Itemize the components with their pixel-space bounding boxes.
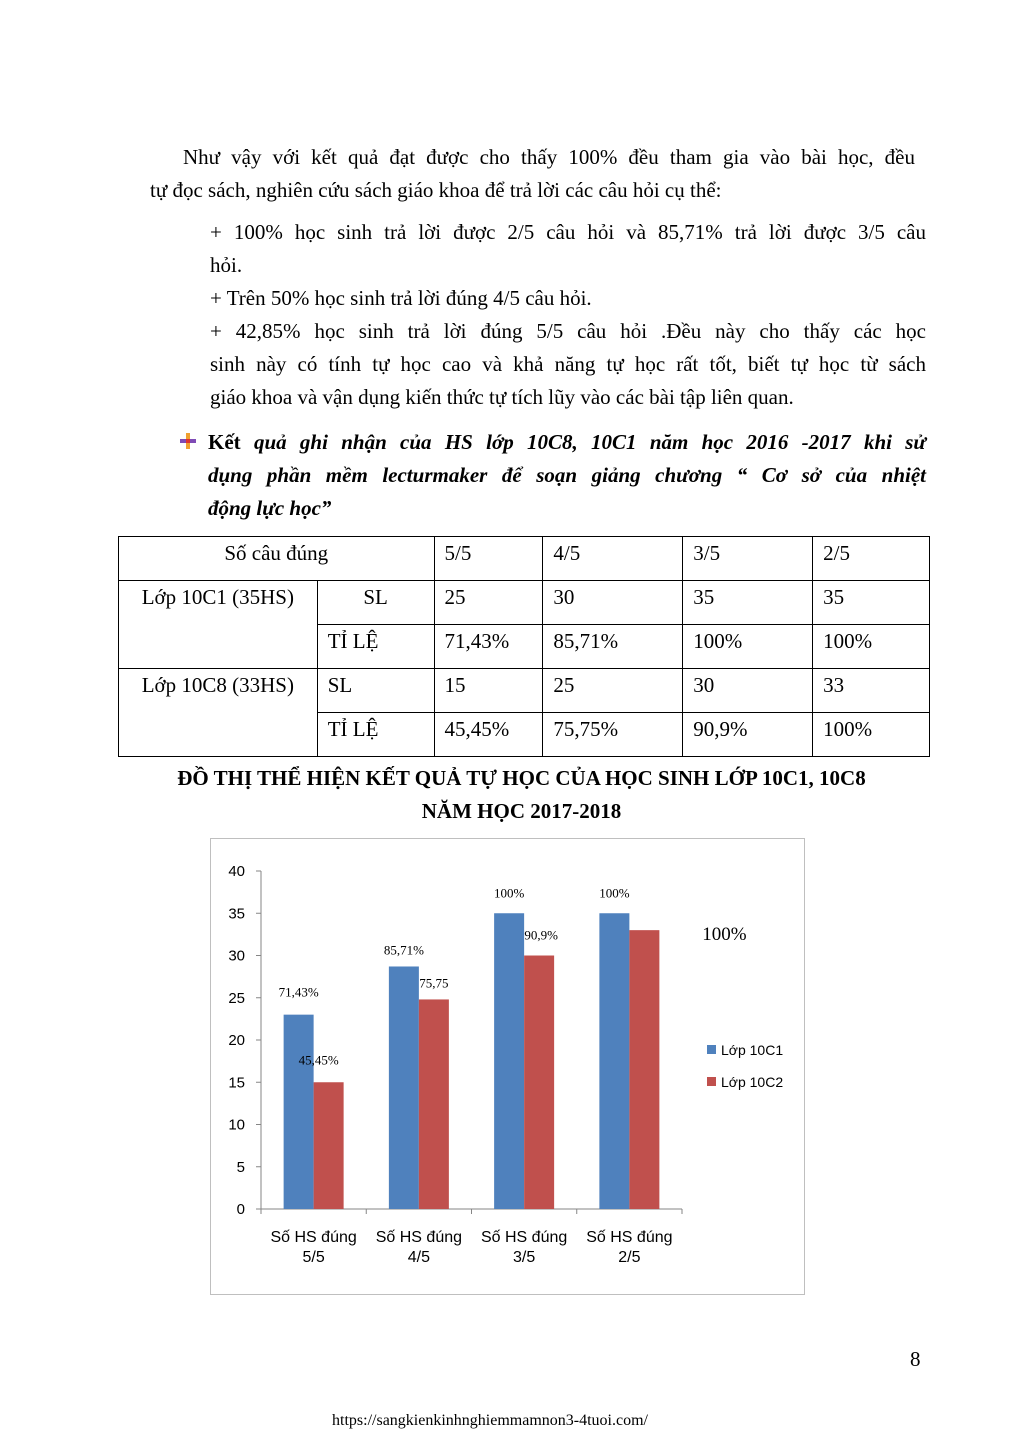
legend-swatch <box>707 1077 716 1086</box>
bullet-2: + Trên 50% học sinh trả lời đúng 4/5 câu hỏi. <box>210 286 592 310</box>
bar-series2 <box>524 956 554 1210</box>
data-label: 100% <box>702 924 747 946</box>
y-tick-label: 40 <box>228 863 245 880</box>
y-tick-label: 15 <box>228 1074 245 1092</box>
table-header-row <box>119 537 930 581</box>
table-cell: 35 <box>813 581 930 625</box>
table-cell: 30 <box>683 669 813 713</box>
x-tick-label: Số HS đúng <box>375 1229 463 1246</box>
class-cell-10c8: Lớp 10C8 (33HS) <box>119 669 318 757</box>
y-tick-label: 35 <box>228 905 245 923</box>
table-row <box>119 581 930 625</box>
row-label-cell: SL <box>317 581 434 625</box>
results-heading <box>208 426 926 525</box>
table-cell: 30 <box>543 581 683 625</box>
legend-label: Lớp 10C1 <box>721 1042 784 1058</box>
table-header-cell: 3/5 <box>683 537 813 581</box>
table-cell: 45,45% <box>434 713 543 757</box>
bar-series2 <box>419 999 449 1209</box>
bar-series1 <box>494 913 524 1209</box>
row-label-cell: TỈ LỆ <box>317 625 434 669</box>
footer-url[interactable]: https://sangkienkinhnghiemmamnon3-4tuoi.com/ <box>332 1412 648 1429</box>
bar-series1 <box>284 1015 314 1209</box>
heading-lead: Kết <box>208 430 241 454</box>
page-number: 8 <box>910 1347 921 1371</box>
heading-line2: dụng phần mềm lecturmaker để soạn giảng chương “ Cơ sở của nhiệt <box>208 463 926 487</box>
table-cell: 71,43% <box>434 625 543 669</box>
chart-title <box>100 762 943 828</box>
legend-label: Lớp 10C2 <box>721 1074 784 1090</box>
bar-series2 <box>314 1082 344 1209</box>
x-tick-label: Số HS đúng <box>480 1229 568 1246</box>
paragraph-intro-line1: Như vậy với kết quả đạt được cho thấy 100% đều tham gia vào bài học, đều <box>183 145 915 169</box>
bar-series1 <box>389 966 419 1209</box>
table-cell: 100% <box>813 625 930 669</box>
x-tick-label: 4/5 <box>407 1249 430 1266</box>
row-label-cell: TỈ LỆ <box>317 713 434 757</box>
data-label: 90,9% <box>524 927 558 943</box>
results-table <box>118 536 930 757</box>
bar-series1 <box>599 913 629 1209</box>
data-label: 85,71% <box>383 942 424 958</box>
table-header-cell: 2/5 <box>813 537 930 581</box>
data-label: 100% <box>599 885 630 901</box>
data-label: 71,43% <box>278 984 319 1000</box>
x-tick-label: 3/5 <box>513 1249 536 1266</box>
chart-title-line2: NĂM HỌC 2017-2018 <box>421 799 622 823</box>
heading-line3: động lực học” <box>208 496 332 520</box>
chart-svg <box>210 838 805 1295</box>
x-tick-label: 5/5 <box>302 1249 325 1266</box>
bar-series2 <box>629 930 659 1209</box>
y-tick-label: 10 <box>228 1116 245 1134</box>
x-tick-label: Số HS đúng <box>586 1229 673 1246</box>
heading-line1: quả ghi nhận của HS lớp 10C8, 10C1 năm học 2016 -2017 khi sử <box>253 430 927 454</box>
table-cell: 100% <box>813 713 930 757</box>
table-cell: 75,75% <box>543 713 683 757</box>
class-cell-10c1: Lớp 10C1 (35HS) <box>119 581 318 669</box>
x-tick-label: 2/5 <box>618 1249 641 1266</box>
row-label-cell: SL <box>317 669 434 713</box>
table-header-cell: 4/5 <box>543 537 683 581</box>
table-cell: 25 <box>434 581 543 625</box>
table-cell: 25 <box>543 669 683 713</box>
y-tick-label: 0 <box>236 1201 245 1218</box>
y-tick-label: 5 <box>236 1158 245 1176</box>
table-cell: 15 <box>434 669 543 713</box>
table-cell: 100% <box>683 625 813 669</box>
x-tick-label: Số HS đúng <box>270 1229 357 1246</box>
data-label: 100% <box>493 885 525 901</box>
data-label: 45,45% <box>298 1052 339 1068</box>
table-cell: 33 <box>813 669 930 713</box>
table-header-cell: 5/5 <box>434 537 543 581</box>
table-header-label: Số câu đúng <box>119 537 435 581</box>
y-tick-label: 30 <box>228 947 245 965</box>
bullet-3-line2: sinh này có tính tự học cao và khả năng tự học rất tốt, biết tự học từ sách <box>210 352 926 376</box>
table-cell: 35 <box>683 581 813 625</box>
bar-chart <box>210 838 805 1295</box>
chart-title-line1: ĐỒ THỊ THỂ HIỆN KẾT QUẢ TỰ HỌC CỦA HỌC SINH LỚP 10C1, 10C8 <box>177 766 866 790</box>
table-row <box>119 669 930 713</box>
bullet-3-line3: giáo khoa và vận dụng kiến thức tự tích lũy vào các bài tập liên quan. <box>210 385 794 409</box>
table-cell: 85,71% <box>543 625 683 669</box>
bullet-1-line2: hỏi. <box>210 253 243 277</box>
table-cell: 90,9% <box>683 713 813 757</box>
bullet-3-line1: + 42,85% học sinh trả lời đúng 5/5 câu hỏi .Đều này cho thấy các học <box>210 319 926 343</box>
y-tick-label: 20 <box>228 1032 245 1049</box>
y-tick-label: 25 <box>228 989 245 1007</box>
paragraph-intro-line2: tự đọc sách, nghiên cứu sách giáo khoa để trả lời các câu hỏi cụ thể: <box>150 178 722 202</box>
bullet-cross-icon <box>178 432 198 450</box>
data-label: 75,75 <box>419 975 449 991</box>
bullet-1-line1: + 100% học sinh trả lời được 2/5 câu hỏi và 85,71% trả lời được 3/5 câu <box>210 220 926 244</box>
legend-swatch <box>707 1045 716 1054</box>
